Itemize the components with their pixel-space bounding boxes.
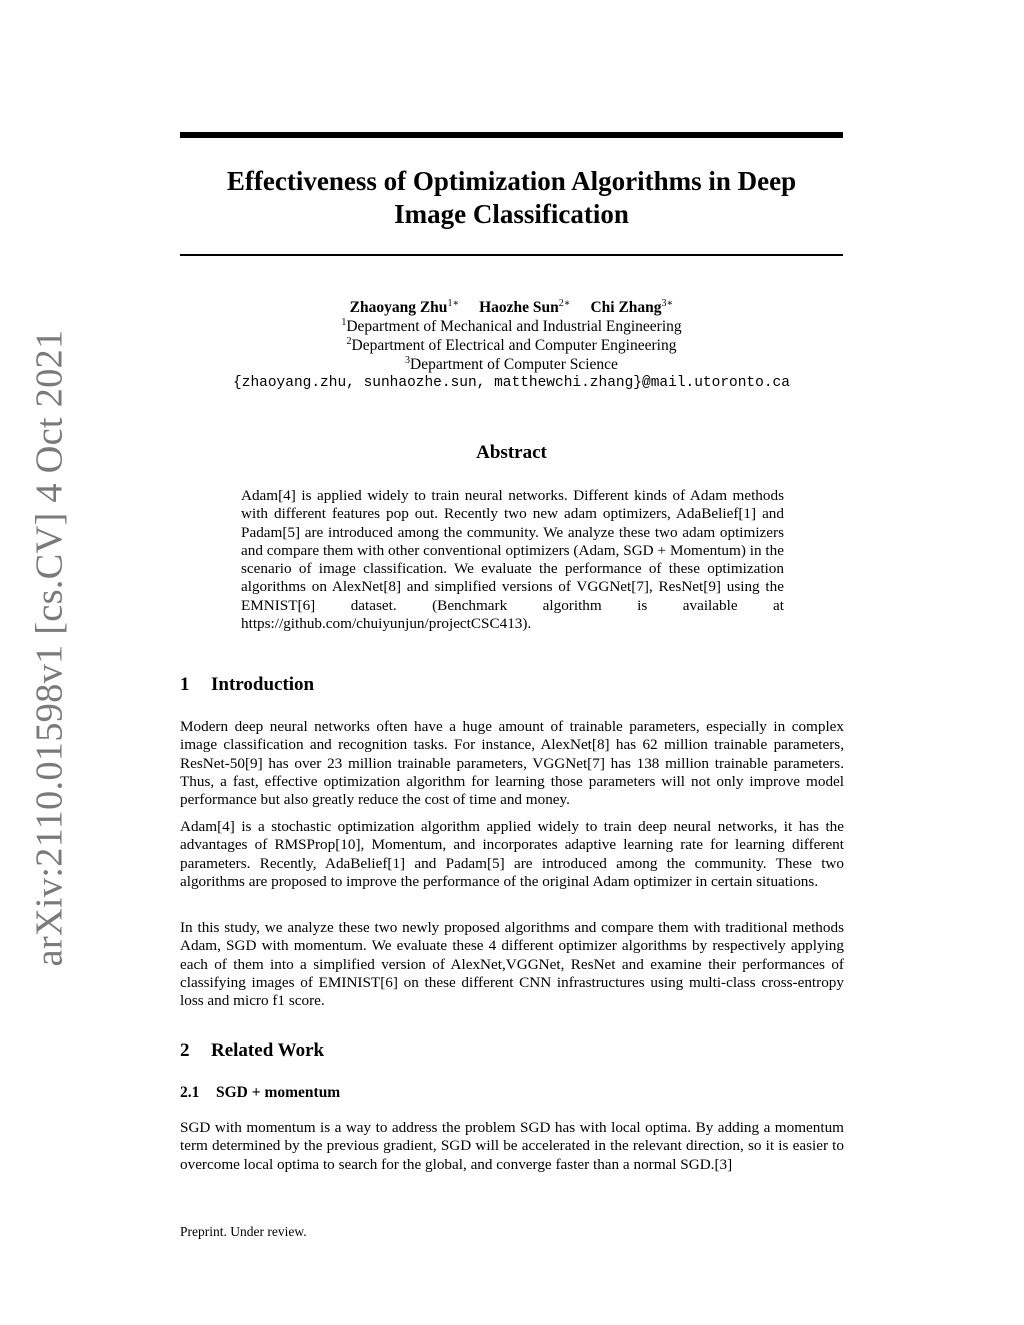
- author-3-name: Chi Zhang: [590, 299, 662, 316]
- section-introduction-heading: [180, 674, 314, 696]
- affiliation-2: [180, 336, 843, 355]
- subsection-sgd-momentum-heading: [180, 1084, 340, 1102]
- affiliation-3-sup: 3: [405, 355, 411, 366]
- author-names: [180, 298, 843, 317]
- author-1-name: Zhaoyang Zhu: [349, 299, 448, 316]
- title-line-2: Image Classification: [394, 199, 629, 229]
- affiliation-3: [180, 355, 843, 374]
- intro-paragraph-1: Modern deep neural networks often have a huge amount of trainable parameters, especially in complex image classification and recognition tasks. For instance, AlexNet[8] has 62 million trainable parameters, ResNet-50[9] has over 23 million trainable parameters, VGGNet[7] has 138 million trainable parameters. Thus, a fast, effective optimization algorithm for learning those parameters will not only improve model performance but also greatly reduce the cost of time and money.: [180, 718, 844, 809]
- author-emails: {zhaoyang.zhu, sunhaozhe.sun, matthewchi.zhang}@mail.utoronto.ca: [233, 375, 790, 391]
- affiliation-2-text: Department of Electrical and Computer Engineering: [351, 337, 677, 354]
- author-2-sup: 2∗: [558, 298, 571, 309]
- author-2-name: Haozhe Sun: [479, 299, 559, 316]
- affiliation-1-text: Department of Mechanical and Industrial Engineering: [346, 318, 682, 335]
- affiliation-3-text: Department of Computer Science: [410, 356, 618, 373]
- title-line-1: Effectiveness of Optimization Algorithms in Deep: [226, 166, 797, 196]
- footer-note: Preprint. Under review.: [180, 1224, 307, 1239]
- subsection-2-1-title: SGD + momentum: [216, 1084, 341, 1101]
- section-2-number: 2: [180, 1040, 190, 1061]
- section-1-title: Introduction: [211, 674, 315, 695]
- affiliation-2-sup: 2: [346, 336, 352, 347]
- section-1-number: 1: [180, 674, 190, 695]
- intro-paragraph-3: In this study, we analyze these two newly proposed algorithms and compare them with traditional methods Adam, SGD with momentum. We evaluate these 4 different optimizer algorithms by respectively applying each of them into a simplified version of AlexNet,VGGNet, ResNet and examine their performances of classifying images of EMINIST[6] on these different CNN infrastructures using multi-class cross-entropy loss and micro f1 score.: [180, 919, 844, 1010]
- author-1-sup: 1∗: [447, 298, 460, 309]
- abstract-heading: Abstract: [476, 442, 547, 463]
- abstract-text: Adam[4] is applied widely to train neural networks. Different kinds of Adam methods with different features pop out. Recently two new adam optimizers, AdaBelief[1] and Padam[5] are introduced among the community. We analyze these two adam optimizers and compare them with other conventional optimizers (Adam, SGD + Momentum) in the scenario of image classification. We evaluate the performance of these optimization algorithms on AlexNet[8] and simplified versions of VGGNet[7], ResNet[9] using the EMNIST[6] dataset. (Benchmark algorithm is available at https://github.com/chuiyunjun/projectCSC413).: [241, 487, 784, 633]
- affiliation-1: [180, 317, 843, 336]
- arxiv-stamp: [14, 329, 84, 966]
- author-1: [350, 299, 460, 316]
- subsection-2-1-number: 2.1: [180, 1084, 200, 1101]
- author-block: [180, 298, 843, 393]
- affiliation-1-sup: 1: [341, 317, 347, 328]
- intro-paragraph-2: Adam[4] is a stochastic optimization algorithm applied widely to train deep neural networks, it has the advantages of RMSProp[10], Momentum, and incorporates adaptive learning rate for learning different parameters. Recently, AdaBelief[1] and Padam[5] are introduced among the community. These two algorithms are proposed to improve the performance of the original Adam optimizer in certain situations.: [180, 818, 844, 890]
- author-3: [590, 299, 673, 316]
- section-2-title: Related Work: [211, 1040, 325, 1061]
- arxiv-stamp-text: arXiv:2110.01598v1 [cs.CV] 4 Oct 2021: [28, 329, 70, 966]
- section-related-work-heading: [180, 1040, 324, 1062]
- title-rule-top: [180, 132, 843, 138]
- author-2: [479, 299, 570, 316]
- sgd-paragraph: SGD with momentum is a way to address the problem SGD has with local optima. By adding a momentum term determined by the previous gradient, SGD will be accelerated in the relevant direction, so it is easier to overcome local optima to search for the global, and converge faster than a normal SGD.[3]: [180, 1119, 844, 1173]
- paper-title: [180, 165, 843, 231]
- author-3-sup: 3∗: [661, 298, 674, 309]
- title-rule-bottom: [180, 254, 843, 256]
